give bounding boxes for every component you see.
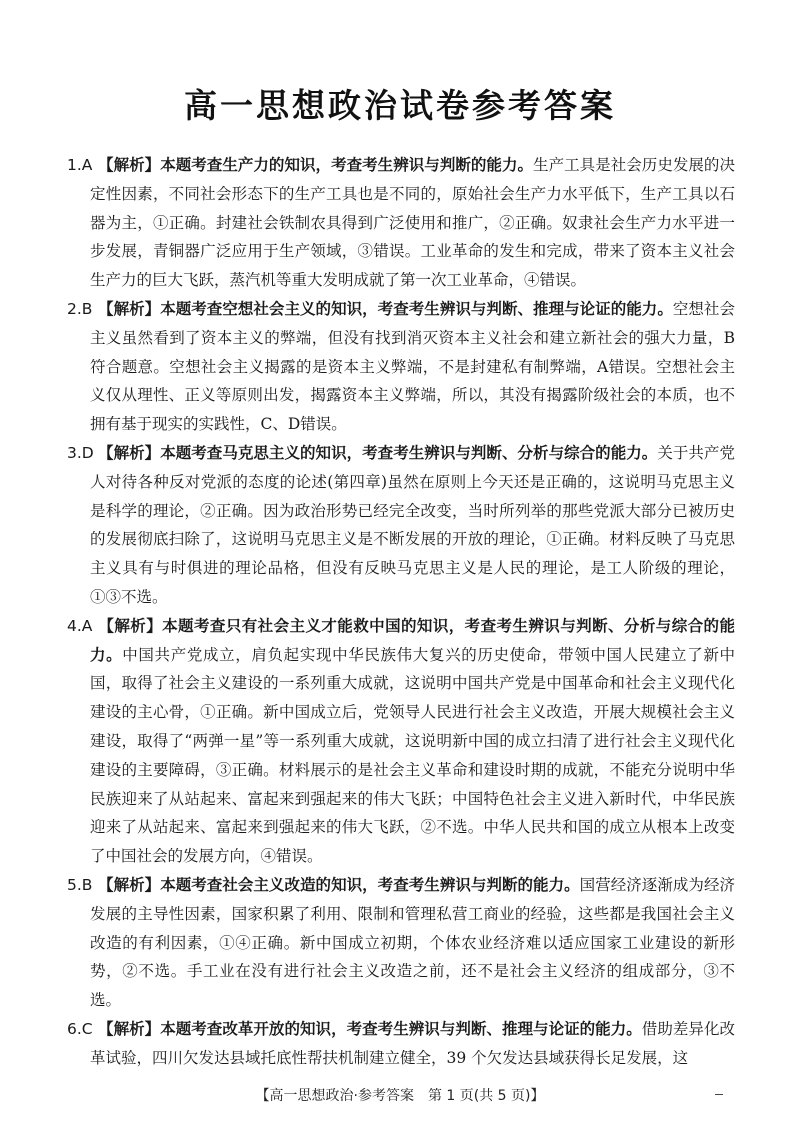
answer-item-6	[67, 1015, 735, 1073]
answer-key: A	[81, 616, 93, 635]
analysis-tag: 【解析】	[98, 299, 161, 318]
answer-item-5	[67, 871, 735, 1015]
analysis-tag: 【解析】	[98, 616, 163, 635]
analysis-body: 空想社会主义虽然看到了资本主义的弊端，但没有找到消灭资本主义社会和建立新社会的强大力量，B符合题意。空想社会主义揭露的是资本主义弊端，不是封建私有制弊端，A错误。空想社会主义仅从理性、正义等原则出发，揭露资本主义弊端，所以，其没有揭露阶级社会的本质，也不拥有基于现实的实践性，C、D错误。	[90, 299, 735, 434]
answer-item-4	[67, 612, 735, 871]
footer-mark	[715, 1094, 723, 1095]
analysis-lead: 本题考查改革开放的知识，考查考生辨识与判断、推理与论证的能力。	[160, 1019, 642, 1038]
analysis-tag: 【解析】	[98, 443, 161, 462]
question-number: 3.D	[67, 443, 94, 462]
analysis-body: 生产工具是社会历史发展的决定性因素，不同社会形态下的生产工具也是不同的，原始社会生产力水平低下，生产工具以石器为主，①正确。封建社会铁制农具得到广泛使用和推广，②正确。奴隶社会生产力水平进一步发展，青铜器广泛应用于生产领域，③错误。工业革命的发生和完成，带来了资本主义社会生产力的巨大飞跃，蒸汽机等重大发明成就了第一次工业革命，④错误。	[90, 156, 735, 290]
analysis-tag: 【解析】	[98, 156, 161, 174]
analysis-lead: 本题考查马克思主义的知识，考查考生辨识与判断、分析与综合的能力。	[160, 443, 658, 462]
analysis-body: 借助差异化改革试验，四川欠发达县域托底性帮扶机制建立健全，39 个欠发达县域获得长足发展，这	[90, 1019, 735, 1067]
answer-list	[67, 151, 735, 1073]
answer-key: B	[81, 875, 93, 894]
answer-item-2	[67, 295, 735, 439]
analysis-lead: 本题考查只有社会主义才能救中国的知识，考查考生辨识与判断、分析与综合的能力。	[90, 616, 735, 664]
question-number: 5.B	[67, 875, 93, 894]
answer-key: A	[81, 156, 93, 174]
question-number: 2.B	[67, 299, 93, 318]
answer-key: C	[81, 1019, 93, 1038]
analysis-body: 中国共产党成立，肩负起实现中华民族伟大复兴的历史使命，带领中国人民建立了新中国，取得了社会主义建设的一系列重大成就，这说明中国共产党是中国革命和社会主义现代化建设的主心骨，①正确。新中国成立后，党领导人民进行社会主义改造，开展大规模社会主义建设，取得了“两弹一星”等一系列重大成就，这说明新中国的成立扫清了进行社会主义现代化建设的主要障碍，③正确。材料展示的是社会主义革命和建设时期的成就，不能充分说明中华民族迎来了从站起来、富起来到强起来的伟大飞跃；中国特色社会主义进入新时代，中华民族迎来了从站起来、富起来到强起来的伟大飞跃，②不选。中华人民共和国的成立从根本上改变了中国社会的发展方向，④错误。	[90, 645, 735, 866]
analysis-lead: 本题考查社会主义改造的知识，考查考生辨识与判断的能力。	[160, 875, 580, 894]
analysis-body: 国营经济逐渐成为经济发展的主导性因素，国家积累了利用、限制和管理私营工商业的经验，这些都是我国社会主义改造的有利因素，①④正确。新中国成立初期，个体农业经济难以适应国家工业建设的新形势，②不选。手工业在没有进行社会主义改造之前，还不是社会主义经济的组成部分，③不选。	[90, 875, 735, 1010]
analysis-lead: 本题考查空想社会主义的知识，考查考生辨识与判断、推理与论证的能力。	[160, 299, 673, 318]
question-number: 4.A	[67, 616, 93, 635]
answer-item-3	[67, 439, 735, 612]
page-footer: 【高一思想政治·参考答案 第 1 页(共 5 页)】	[255, 1088, 545, 1104]
answer-item-1	[67, 151, 735, 295]
analysis-tag: 【解析】	[98, 875, 161, 894]
analysis-body: 关于共产党人对待各种反对党派的态度的论述(第四章)虽然在原则上今天还是正确的，这说明马克思主义是科学的理论，②正确。因为政治形势已经完全改变，当时所列举的那些党派大部分已被历史的发展彻底扫除了，这说明马克思主义是不断发展的开放的理论，①正确。材料反映了马克思主义具有与时俱进的理论品格，但没有反映马克思主义是人民的理论，是工人阶级的理论，①③不选。	[90, 443, 735, 606]
question-number: 1.A	[67, 156, 93, 174]
analysis-tag: 【解析】	[98, 1019, 161, 1038]
analysis-lead: 本题考查生产力的知识，考查考生辨识与判断的能力。	[160, 156, 534, 174]
answer-key: D	[81, 443, 94, 462]
answer-key: B	[81, 299, 93, 318]
question-number: 6.C	[67, 1019, 93, 1038]
page-title: 高一思想政治试卷参考答案	[184, 86, 616, 125]
